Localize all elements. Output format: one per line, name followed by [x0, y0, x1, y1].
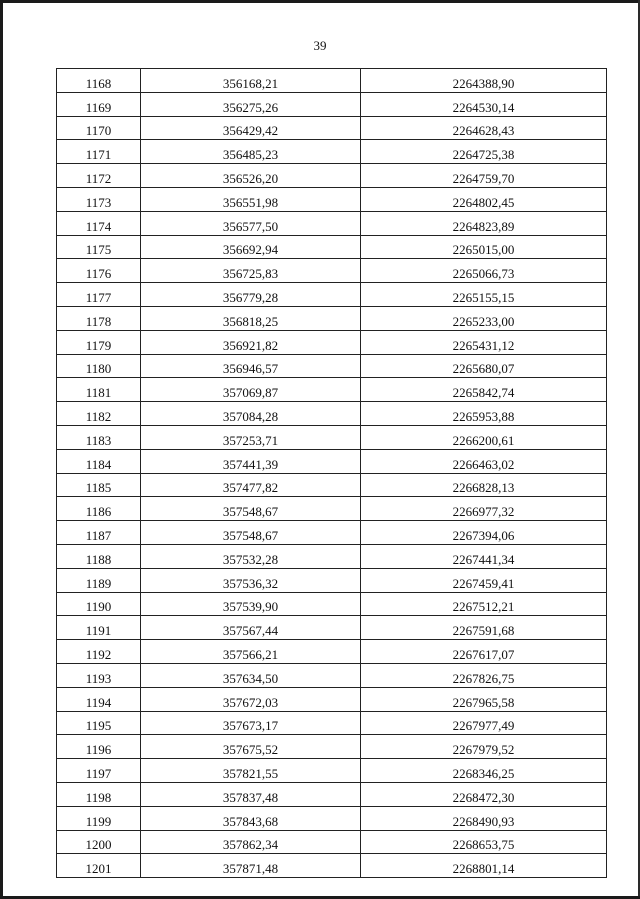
point-number-cell: 1175: [57, 235, 141, 259]
x-coordinate-cell: 356551,98: [141, 187, 361, 211]
y-coordinate-cell: 2265066,73: [361, 259, 607, 283]
x-coordinate-cell: 357084,28: [141, 402, 361, 426]
y-coordinate-cell: 2264802,45: [361, 187, 607, 211]
x-coordinate-cell: 357548,67: [141, 497, 361, 521]
x-coordinate-cell: 357821,55: [141, 759, 361, 783]
table-row: [57, 663, 607, 687]
point-number-cell: 1186: [57, 497, 141, 521]
y-coordinate-cell: 2267459,41: [361, 568, 607, 592]
x-coordinate-cell: 357567,44: [141, 616, 361, 640]
table-row: [57, 378, 607, 402]
x-coordinate-cell: 357871,48: [141, 854, 361, 878]
x-coordinate-cell: 357536,32: [141, 568, 361, 592]
point-number-cell: 1170: [57, 116, 141, 140]
table-row: [57, 354, 607, 378]
y-coordinate-cell: 2265842,74: [361, 378, 607, 402]
table-row: [57, 687, 607, 711]
y-coordinate-cell: 2267617,07: [361, 640, 607, 664]
x-coordinate-cell: 356725,83: [141, 259, 361, 283]
x-coordinate-cell: 357069,87: [141, 378, 361, 402]
y-coordinate-cell: 2267977,49: [361, 711, 607, 735]
table-row: [57, 402, 607, 426]
y-coordinate-cell: 2267965,58: [361, 687, 607, 711]
table-row: [57, 735, 607, 759]
point-number-cell: 1178: [57, 306, 141, 330]
point-number-cell: 1195: [57, 711, 141, 735]
x-coordinate-cell: 357441,39: [141, 449, 361, 473]
x-coordinate-cell: 356946,57: [141, 354, 361, 378]
point-number-cell: 1187: [57, 521, 141, 545]
table-row: [57, 497, 607, 521]
x-coordinate-cell: 357477,82: [141, 473, 361, 497]
point-number-cell: 1185: [57, 473, 141, 497]
point-number-cell: 1181: [57, 378, 141, 402]
point-number-cell: 1192: [57, 640, 141, 664]
y-coordinate-cell: 2265431,12: [361, 330, 607, 354]
point-number-cell: 1199: [57, 806, 141, 830]
table-row: [57, 211, 607, 235]
point-number-cell: 1200: [57, 830, 141, 854]
y-coordinate-cell: 2267512,21: [361, 592, 607, 616]
point-number-cell: 1172: [57, 164, 141, 188]
y-coordinate-cell: 2266977,32: [361, 497, 607, 521]
table-row: [57, 425, 607, 449]
table-row: [57, 473, 607, 497]
point-number-cell: 1168: [57, 69, 141, 93]
page-number: 39: [313, 38, 327, 53]
x-coordinate-cell: 356779,28: [141, 283, 361, 307]
y-coordinate-cell: 2268472,30: [361, 782, 607, 806]
y-coordinate-cell: 2267979,52: [361, 735, 607, 759]
x-coordinate-cell: 356168,21: [141, 69, 361, 93]
point-number-cell: 1201: [57, 854, 141, 878]
table-row: [57, 164, 607, 188]
table-row: [57, 92, 607, 116]
x-coordinate-cell: 357862,34: [141, 830, 361, 854]
x-coordinate-cell: 356818,25: [141, 306, 361, 330]
x-coordinate-cell: 357843,68: [141, 806, 361, 830]
point-number-cell: 1171: [57, 140, 141, 164]
point-number-cell: 1193: [57, 663, 141, 687]
x-coordinate-cell: 356429,42: [141, 116, 361, 140]
x-coordinate-cell: 357532,28: [141, 544, 361, 568]
x-coordinate-cell: 356526,20: [141, 164, 361, 188]
y-coordinate-cell: 2264759,70: [361, 164, 607, 188]
scan-border-top: [0, 0, 640, 3]
table-row: [57, 544, 607, 568]
table-row: [57, 592, 607, 616]
point-number-cell: 1189: [57, 568, 141, 592]
x-coordinate-cell: 357253,71: [141, 425, 361, 449]
y-coordinate-cell: 2268801,14: [361, 854, 607, 878]
coordinates-table-body: [57, 69, 607, 878]
point-number-cell: 1180: [57, 354, 141, 378]
point-number-cell: 1188: [57, 544, 141, 568]
x-coordinate-cell: 357673,17: [141, 711, 361, 735]
coordinates-table: [56, 68, 607, 878]
point-number-cell: 1176: [57, 259, 141, 283]
point-number-cell: 1173: [57, 187, 141, 211]
table-row: [57, 330, 607, 354]
point-number-cell: 1198: [57, 782, 141, 806]
table-row: [57, 259, 607, 283]
table-row: [57, 616, 607, 640]
point-number-cell: 1183: [57, 425, 141, 449]
table-row: [57, 711, 607, 735]
y-coordinate-cell: 2266463,02: [361, 449, 607, 473]
table-row: [57, 116, 607, 140]
table-row: [57, 521, 607, 545]
y-coordinate-cell: 2267441,34: [361, 544, 607, 568]
y-coordinate-cell: 2264628,43: [361, 116, 607, 140]
point-number-cell: 1197: [57, 759, 141, 783]
x-coordinate-cell: 356485,23: [141, 140, 361, 164]
table-row: [57, 235, 607, 259]
point-number-cell: 1196: [57, 735, 141, 759]
table-row: [57, 306, 607, 330]
y-coordinate-cell: 2265953,88: [361, 402, 607, 426]
x-coordinate-cell: 356921,82: [141, 330, 361, 354]
point-number-cell: 1194: [57, 687, 141, 711]
y-coordinate-cell: 2264823,89: [361, 211, 607, 235]
x-coordinate-cell: 357837,48: [141, 782, 361, 806]
x-coordinate-cell: 357539,90: [141, 592, 361, 616]
x-coordinate-cell: 357634,50: [141, 663, 361, 687]
y-coordinate-cell: 2266828,13: [361, 473, 607, 497]
x-coordinate-cell: 357675,52: [141, 735, 361, 759]
x-coordinate-cell: 356275,26: [141, 92, 361, 116]
x-coordinate-cell: 357548,67: [141, 521, 361, 545]
y-coordinate-cell: 2267826,75: [361, 663, 607, 687]
table-row: [57, 782, 607, 806]
point-number-cell: 1190: [57, 592, 141, 616]
y-coordinate-cell: 2264530,14: [361, 92, 607, 116]
point-number-cell: 1169: [57, 92, 141, 116]
y-coordinate-cell: 2265015,00: [361, 235, 607, 259]
point-number-cell: 1177: [57, 283, 141, 307]
y-coordinate-cell: 2265233,00: [361, 306, 607, 330]
x-coordinate-cell: 356577,50: [141, 211, 361, 235]
y-coordinate-cell: 2264388,90: [361, 69, 607, 93]
table-row: [57, 449, 607, 473]
scan-border-left: [0, 0, 3, 899]
table-row: [57, 187, 607, 211]
x-coordinate-cell: 357566,21: [141, 640, 361, 664]
y-coordinate-cell: 2265680,07: [361, 354, 607, 378]
point-number-cell: 1174: [57, 211, 141, 235]
table-row: [57, 69, 607, 93]
table-row: [57, 854, 607, 878]
table-row: [57, 283, 607, 307]
y-coordinate-cell: 2265155,15: [361, 283, 607, 307]
x-coordinate-cell: 357672,03: [141, 687, 361, 711]
x-coordinate-cell: 356692,94: [141, 235, 361, 259]
y-coordinate-cell: 2264725,38: [361, 140, 607, 164]
table-row: [57, 640, 607, 664]
y-coordinate-cell: 2267394,06: [361, 521, 607, 545]
table-row: [57, 806, 607, 830]
y-coordinate-cell: 2268653,75: [361, 830, 607, 854]
table-row: [57, 568, 607, 592]
point-number-cell: 1184: [57, 449, 141, 473]
table-row: [57, 830, 607, 854]
point-number-cell: 1191: [57, 616, 141, 640]
y-coordinate-cell: 2267591,68: [361, 616, 607, 640]
table-row: [57, 140, 607, 164]
y-coordinate-cell: 2266200,61: [361, 425, 607, 449]
y-coordinate-cell: 2268346,25: [361, 759, 607, 783]
point-number-cell: 1179: [57, 330, 141, 354]
table-row: [57, 759, 607, 783]
point-number-cell: 1182: [57, 402, 141, 426]
y-coordinate-cell: 2268490,93: [361, 806, 607, 830]
